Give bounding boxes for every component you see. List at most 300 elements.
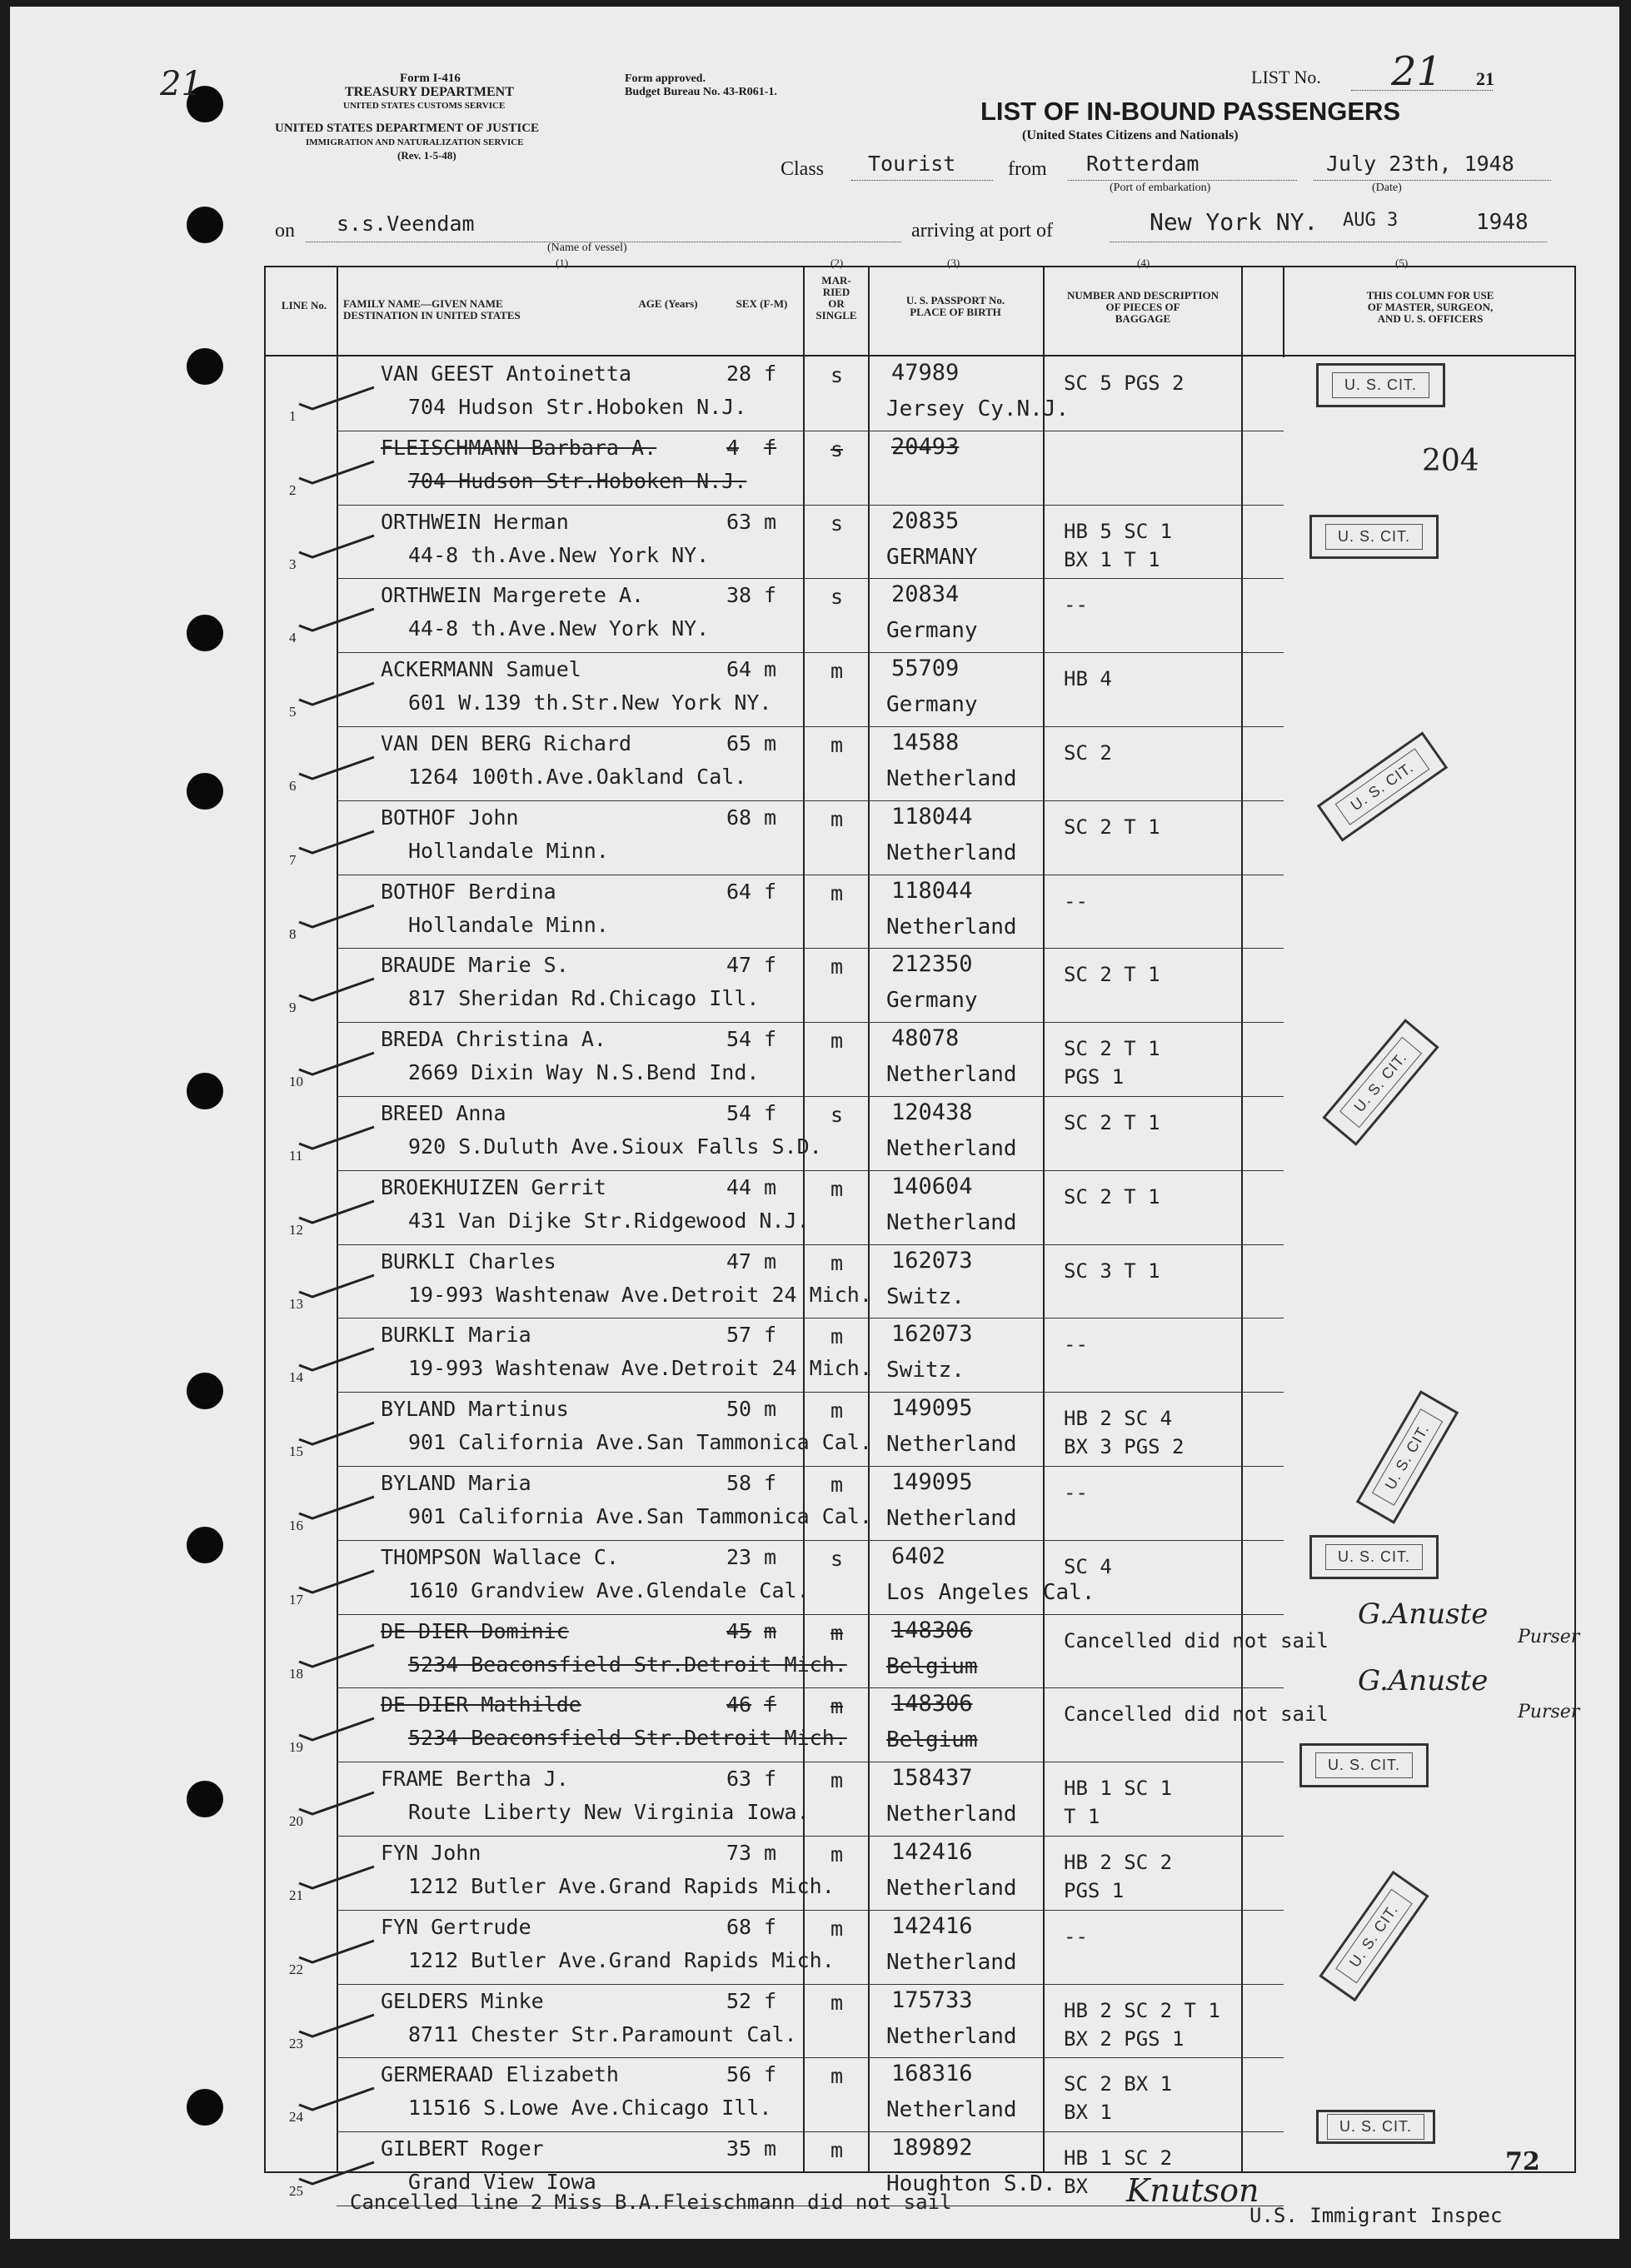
passenger-name: BROEKHUIZEN Gerrit [381, 1174, 606, 1199]
destination-address: 5234 Beaconsfield Str.Detroit Mich. [408, 1726, 847, 1751]
baggage-description-extra: PGS 1 [1064, 1065, 1125, 1089]
class-label: Class [781, 158, 825, 180]
baggage-description: -- [1064, 1924, 1088, 1948]
line-number: 12 [289, 1221, 303, 1238]
baggage-description: SC 2 BX 1 [1064, 2072, 1173, 2096]
baggage-description: HB 1 SC 2 [1064, 2146, 1173, 2171]
passenger-sex: m [764, 1544, 777, 1569]
place-of-birth: Houghton S.D. [886, 2171, 1056, 2197]
arrival-stamp: AUG 3 [1343, 210, 1399, 231]
passenger-marital-status: m [830, 1694, 844, 1719]
passenger-age: 68 [726, 1914, 752, 1939]
destination-address: Route Liberty New Virginia Iowa. [408, 1800, 810, 1825]
passport-number: 20834 [891, 581, 960, 608]
baggage-description: HB 2 SC 2 [1064, 1851, 1173, 1874]
check-mark-icon [297, 755, 377, 780]
passenger-marital-status: m [830, 1473, 844, 1497]
passenger-marital-status: m [830, 1176, 844, 1201]
vessel-caption: (Name of vessel) [547, 242, 627, 254]
passenger-marital-status: s [830, 585, 844, 610]
passenger-age: 38 [726, 583, 752, 608]
place-of-birth: Germany [886, 618, 978, 644]
destination-address: 1212 Butler Ave.Grand Rapids Mich. [408, 1874, 835, 1898]
passenger-name: DE DIER Dominic [381, 1618, 569, 1643]
departure-date: July 23th, 1948 [1326, 152, 1514, 176]
baggage-description: Cancelled did not sail [1064, 1702, 1329, 1727]
passenger-sex: m [764, 2136, 777, 2161]
colnum-5: (5) [1395, 257, 1409, 269]
baggage-description-extra: BX 1 [1064, 2101, 1112, 2125]
passenger-name: THOMPSON Wallace C. [381, 1544, 619, 1569]
punch-hole [187, 1073, 223, 1109]
destination-address: Grand View Iowa [408, 2170, 596, 2195]
passenger-marital-status: m [830, 2064, 844, 2089]
destination-address: 2669 Dixin Way N.S.Bend Ind. [408, 1060, 760, 1085]
baggage-description: SC 2 T 1 [1064, 1111, 1160, 1134]
destination-address: 44-8 th.Ave.New York NY. [408, 616, 710, 641]
colnum-3: (3) [947, 257, 960, 269]
baggage-description-extra: BX 3 PGS 2 [1064, 1435, 1185, 1459]
place-of-birth: Netherland [886, 1136, 1017, 1161]
place-of-birth: Netherland [886, 2023, 1017, 2049]
col-header-passport: U. S. PASSPORT No. PLACE OF BIRTH [905, 294, 1005, 318]
list-no-typed: 21 [1476, 68, 1494, 89]
punch-hole [187, 615, 223, 651]
place-of-birth: Netherland [886, 2097, 1017, 2123]
passport-number: 6402 [891, 1543, 946, 1569]
baggage-description: SC 5 PGS 2 [1064, 371, 1185, 395]
baggage-description-extra: BX 2 PGS 1 [1064, 2026, 1185, 2051]
passenger-age: 52 [726, 1988, 752, 2013]
customs-service: UNITED STATES CUSTOMS SERVICE [343, 101, 506, 111]
check-mark-icon [297, 1717, 377, 1742]
passport-number: 14588 [891, 730, 960, 755]
list-no-handwritten: 21 [1391, 48, 1443, 95]
line-number: 15 [289, 1443, 303, 1460]
passenger-sex: f [764, 1101, 777, 1125]
passport-number: 175733 [891, 1986, 973, 2013]
passenger-name: FRAME Bertha J. [381, 1767, 569, 1792]
place-of-birth: Netherland [886, 1802, 1017, 1827]
passenger-marital-status: m [830, 733, 844, 757]
passenger-marital-status: m [830, 1916, 844, 1941]
from-label: from [1008, 158, 1047, 180]
passenger-age: 44 [726, 1174, 752, 1199]
baggage-description: HB 4 [1064, 667, 1112, 691]
passenger-marital-status: m [830, 1250, 844, 1275]
check-mark-icon [297, 1865, 377, 1890]
check-mark-icon [297, 386, 377, 411]
baggage-description: -- [1064, 1333, 1088, 1357]
check-mark-icon [297, 2161, 377, 2186]
passport-number: 20493 [891, 433, 960, 460]
passenger-sex: f [764, 1027, 777, 1052]
footer-cancel-note: Cancelled line 2 Miss B.A.Fleischmann did not sail [350, 2191, 952, 2214]
form-approved: Form approved. [625, 72, 706, 85]
destination-address: 704 Hudson Str.Hoboken N.J. [408, 395, 747, 419]
destination-address: Hollandale Minn. [408, 912, 609, 937]
check-mark-icon [297, 1274, 377, 1298]
place-of-birth: Netherland [886, 1949, 1017, 1975]
passport-number: 47989 [891, 360, 960, 386]
passport-number: 162073 [891, 1321, 973, 1348]
passport-number: 168316 [891, 2061, 973, 2087]
passenger-sex: m [764, 1618, 777, 1643]
passenger-name: DE DIER Mathilde [381, 1692, 581, 1717]
passenger-marital-status: m [830, 806, 844, 831]
us-cit-stamp: U. S. CIT. [1299, 1743, 1429, 1787]
place-of-birth: Netherland [886, 1209, 1017, 1235]
destination-address: 901 California Ave.San Tammonica Cal. [408, 1430, 872, 1455]
check-mark-icon [297, 1347, 377, 1372]
place-of-birth: Belgium [886, 1727, 978, 1753]
check-mark-icon [297, 1643, 377, 1668]
passport-number: 149095 [891, 1395, 973, 1422]
passport-number: 148306 [891, 1691, 973, 1717]
us-cit-stamp: U. S. CIT. [1319, 1871, 1429, 2001]
passenger-name: ORTHWEIN Margerete A. [381, 583, 645, 608]
place-of-birth: Los Angeles Cal. [886, 1579, 1095, 1605]
passenger-name: BREDA Christina A. [381, 1027, 606, 1052]
passport-number: 118044 [891, 803, 973, 830]
passenger-name: GELDERS Minke [381, 1988, 544, 2013]
passenger-name: ACKERMANN Samuel [381, 657, 581, 682]
us-cit-stamp: U. S. CIT. [1322, 1019, 1439, 1146]
inspector-signature: Knutson [1126, 2172, 1259, 2209]
passenger-age: 47 [726, 953, 752, 978]
check-mark-icon [297, 2013, 377, 2038]
passport-number: 142416 [891, 1839, 973, 1865]
colnum-1: (1) [556, 257, 569, 269]
check-mark-icon [297, 904, 377, 929]
us-cit-stamp: U. S. CIT. [1317, 731, 1448, 841]
list-no-label: LIST No. [1251, 67, 1321, 87]
passenger-sex: f [764, 435, 777, 460]
passenger-marital-status: m [830, 1842, 844, 1867]
destination-address: 19-993 Washtenaw Ave.Detroit 24 Mich. [408, 1282, 872, 1307]
passenger-sex: f [764, 1323, 777, 1348]
line-number: 20 [289, 1813, 303, 1830]
baggage-description: HB 2 SC 2 T 1 [1064, 1998, 1220, 2022]
passenger-marital-status: m [830, 955, 844, 979]
passenger-name: FYN Gertrude [381, 1914, 531, 1939]
baggage-description: HB 1 SC 1 [1064, 1777, 1173, 1801]
arriving-label: arriving at port of [911, 220, 1053, 242]
passenger-name: BRAUDE Marie S. [381, 953, 569, 978]
immigration-service: IMMIGRATION AND NATURALIZATION SERVICE [306, 137, 524, 147]
check-mark-icon [297, 534, 377, 559]
punch-hole [187, 1527, 223, 1563]
col-header-married: MAR- RIED OR SINGLE [816, 274, 857, 322]
passenger-age: 64 [726, 657, 752, 682]
us-cit-stamp: U. S. CIT. [1316, 2110, 1435, 2144]
check-mark-icon [297, 681, 377, 706]
passenger-marital-status: m [830, 1029, 844, 1054]
passenger-age: 63 [726, 1767, 752, 1792]
baggage-description-extra: PGS 1 [1064, 1879, 1125, 1902]
col-header-baggage: NUMBER AND DESCRIPTION OF PIECES OF BAGGAGE [1066, 289, 1220, 325]
passenger-marital-status: m [830, 880, 844, 905]
destination-address: 704 Hudson Str.Hoboken N.J. [408, 468, 747, 493]
passport-number: 212350 [891, 951, 973, 978]
baggage-description: SC 2 T 1 [1064, 1184, 1160, 1209]
us-cit-stamp: U. S. CIT. [1309, 515, 1439, 559]
officer-signature-note: Purser [1518, 1627, 1580, 1647]
line-number: 1 [289, 408, 297, 424]
baggage-description: SC 2 [1064, 741, 1112, 765]
budget-bureau: Budget Bureau No. 43-R061-1. [625, 86, 777, 98]
passenger-age: 65 [726, 731, 752, 755]
line-number: 19 [289, 1739, 303, 1756]
passenger-age: 68 [726, 805, 752, 830]
destination-address: Hollandale Minn. [408, 838, 609, 863]
check-mark-icon [297, 1051, 377, 1076]
baggage-description: Cancelled did not sail [1064, 1628, 1329, 1652]
page-title: LIST OF IN-BOUND PASSENGERS [980, 97, 1401, 126]
justice-dept: UNITED STATES DEPARTMENT OF JUSTICE [275, 122, 540, 135]
line-number: 4 [289, 630, 297, 646]
handwritten-count: 204 [1422, 444, 1479, 478]
passenger-age: 50 [726, 1397, 752, 1422]
passenger-name: BREED Anna [381, 1101, 506, 1125]
destination-address: 431 Van Dijke Str.Ridgewood N.J. [408, 1208, 810, 1233]
baggage-description: -- [1064, 593, 1088, 617]
baggage-description-extra: T 1 [1064, 1805, 1100, 1829]
passenger-marital-status: s [830, 1103, 844, 1127]
passport-number: 189892 [891, 2135, 973, 2161]
check-mark-icon [297, 830, 377, 855]
line-number: 25 [289, 2183, 303, 2200]
line-number: 24 [289, 2109, 303, 2126]
line-number: 3 [289, 556, 297, 572]
place-of-birth: Belgium [886, 1653, 978, 1679]
passenger-sex: f [764, 1767, 777, 1792]
destination-address: 11516 S.Lowe Ave.Chicago Ill. [408, 2096, 772, 2121]
destination-address: 19-993 Washtenaw Ave.Detroit 24 Mich. [408, 1356, 872, 1381]
baggage-description: SC 2 T 1 [1064, 963, 1160, 987]
line-number: 18 [289, 1665, 303, 1682]
passenger-sex: m [764, 805, 777, 830]
arrival-port: New York NY. [1150, 208, 1319, 236]
destination-address: 1212 Butler Ave.Grand Rapids Mich. [408, 1947, 835, 1972]
destination-address: 901 California Ave.San Tammonica Cal. [408, 1504, 872, 1528]
passenger-name: BOTHOF John [381, 805, 519, 830]
passport-number: 55709 [891, 655, 960, 682]
line-number: 7 [289, 851, 297, 868]
passenger-sex: f [764, 1914, 777, 1939]
line-number: 6 [289, 778, 297, 794]
passenger-marital-status: m [830, 1768, 844, 1793]
class-value: Tourist [868, 152, 956, 176]
col-header-age: AGE (Years) [638, 297, 698, 310]
baggage-description: SC 4 [1064, 1554, 1112, 1578]
passport-number: 162073 [891, 1247, 973, 1274]
col-header-officers: THIS COLUMN FOR USE OF MASTER, SURGEON, AND U. S. OFFICERS [1366, 289, 1494, 325]
date-caption: (Date) [1372, 182, 1402, 194]
inspector-title: U.S. Immigrant Inspec [1249, 2204, 1503, 2227]
passport-number: 158437 [891, 1765, 973, 1792]
passenger-age: 73 [726, 1841, 752, 1865]
passenger-sex: f [764, 1692, 777, 1717]
treasury-dept: TREASURY DEPARTMENT [345, 85, 514, 99]
check-mark-icon [297, 1495, 377, 1520]
place-of-birth: Netherland [886, 914, 1017, 940]
passenger-name: VAN DEN BERG Richard [381, 731, 632, 755]
passenger-age: 63 [726, 509, 752, 534]
passenger-age: 23 [726, 1544, 752, 1569]
form-revision: (Rev. 1-5-48) [397, 149, 456, 162]
place-of-birth: GERMANY [886, 544, 978, 570]
manifest-page [10, 7, 1619, 2239]
place-of-birth: Netherland [886, 1506, 1017, 1531]
check-mark-icon [297, 1125, 377, 1150]
check-mark-icon [297, 460, 377, 485]
line-number: 22 [289, 1961, 303, 1977]
line-number: 23 [289, 2035, 303, 2051]
baggage-description: SC 2 T 1 [1064, 815, 1160, 839]
passenger-sex: f [764, 879, 777, 904]
passenger-sex: m [764, 1397, 777, 1422]
passenger-marital-status: m [830, 1990, 844, 2015]
punch-hole [187, 207, 223, 243]
punch-hole [187, 2089, 223, 2126]
line-number: 8 [289, 925, 297, 942]
col-header-name: FAMILY NAME—GIVEN NAME DESTINATION IN UNITED STATES [343, 297, 521, 322]
passenger-marital-status: s [830, 511, 844, 536]
passenger-age: 46 [726, 1692, 752, 1717]
passenger-marital-status: m [830, 1620, 844, 1645]
destination-address: 817 Sheridan Rd.Chicago Ill. [408, 986, 760, 1011]
passenger-name: BOTHOF Berdina [381, 879, 556, 904]
place-of-birth: Switz. [886, 1358, 965, 1383]
passenger-sex: m [764, 1249, 777, 1274]
passenger-age: 4 [726, 435, 740, 460]
passenger-sex: f [764, 1471, 777, 1495]
col-header-line-no: LINE No. [281, 299, 327, 312]
destination-address: 8711 Chester Str.Paramount Cal. [408, 2021, 797, 2046]
passport-number: 149095 [891, 1469, 973, 1495]
port-caption: (Port of embarkation) [1110, 182, 1211, 194]
passport-number: 20835 [891, 507, 960, 534]
passenger-sex: m [764, 731, 777, 755]
vessel-name: s.s.Veendam [337, 212, 475, 236]
handwritten-corner-number: 72 [1505, 2147, 1540, 2176]
passenger-age: 58 [726, 1471, 752, 1495]
passenger-age: 28 [726, 361, 752, 386]
passenger-marital-status: m [830, 2138, 844, 2163]
destination-address: 1264 100th.Ave.Oakland Cal. [408, 765, 747, 789]
place-of-birth: Netherland [886, 1432, 1017, 1458]
destination-address: 5234 Beaconsfield Str.Detroit Mich. [408, 1652, 847, 1677]
line-number: 5 [289, 704, 297, 720]
passenger-marital-status: m [830, 1398, 844, 1423]
destination-address: 44-8 th.Ave.New York NY. [408, 542, 710, 567]
check-mark-icon [297, 1791, 377, 1816]
destination-address: 920 S.Duluth Ave.Sioux Falls S.D. [408, 1134, 822, 1159]
line-number: 11 [289, 1148, 303, 1164]
passenger-age: 64 [726, 879, 752, 904]
passenger-age: 47 [726, 1249, 752, 1274]
us-cit-stamp: U. S. CIT. [1356, 1390, 1459, 1524]
passenger-sex: m [764, 1841, 777, 1865]
baggage-description-extra: BX 1 T 1 [1064, 547, 1160, 571]
colnum-4: (4) [1137, 257, 1150, 269]
baggage-description: HB 2 SC 4 [1064, 1407, 1173, 1431]
baggage-description: HB 5 SC 1 [1064, 519, 1173, 543]
passenger-age: 54 [726, 1101, 752, 1125]
passenger-age: 57 [726, 1323, 752, 1348]
officer-signature: G.Anuste [1358, 1664, 1489, 1697]
passenger-sex: m [764, 509, 777, 534]
line-number: 14 [289, 1369, 303, 1386]
passport-number: 120438 [891, 1099, 973, 1125]
destination-address: 1610 Grandview Ave.Glendale Cal. [408, 1578, 810, 1603]
passenger-name: BURKLI Maria [381, 1323, 531, 1348]
passport-number: 118044 [891, 877, 973, 904]
passenger-sex: f [764, 1988, 777, 2013]
check-mark-icon [297, 1939, 377, 1964]
passenger-sex: m [764, 1174, 777, 1199]
line-number: 2 [289, 481, 297, 498]
passenger-age: 35 [726, 2136, 752, 2161]
line-number: 17 [289, 1591, 303, 1608]
place-of-birth: Netherland [886, 1876, 1017, 1901]
punch-hole [187, 348, 223, 385]
passenger-age: 45 [726, 1618, 752, 1643]
port-of-embarkation: Rotterdam [1086, 152, 1200, 176]
place-of-birth: Germany [886, 692, 978, 718]
page-subtitle: (United States Citizens and Nationals) [1022, 128, 1239, 142]
form-number: Form I-416 [400, 72, 461, 85]
colnum-2: (2) [830, 257, 844, 269]
baggage-description: SC 3 T 1 [1064, 1259, 1160, 1283]
passport-number: 140604 [891, 1173, 973, 1199]
passenger-sex: m [764, 657, 777, 682]
passenger-name: ORTHWEIN Herman [381, 509, 569, 534]
baggage-description: -- [1064, 889, 1088, 913]
baggage-description-extra: BX [1064, 2175, 1088, 2199]
line-number: 21 [289, 1887, 303, 1903]
passenger-marital-status: s [830, 1546, 844, 1571]
passenger-name: FYN John [381, 1841, 481, 1865]
passenger-marital-status: s [830, 363, 844, 387]
arrival-year: 1948 [1476, 210, 1529, 235]
baggage-description: SC 2 T 1 [1064, 1037, 1160, 1061]
line-number: 9 [289, 999, 297, 1016]
line-number: 16 [289, 1518, 303, 1533]
officer-signature-note: Purser [1518, 1702, 1580, 1722]
passenger-sex: f [764, 953, 777, 978]
passenger-name: VAN GEEST Antoinetta [381, 361, 632, 386]
passenger-sex: f [764, 583, 777, 608]
passenger-name: BYLAND Maria [381, 1471, 531, 1495]
place-of-birth: Netherland [886, 1062, 1017, 1088]
passenger-name: GILBERT Roger [381, 2136, 544, 2161]
passenger-age: 54 [726, 1027, 752, 1052]
check-mark-icon [297, 607, 377, 632]
punch-hole [187, 773, 223, 810]
line-number: 13 [289, 1295, 303, 1312]
passenger-sex: f [764, 361, 777, 386]
passenger-name: FLEISCHMANN Barbara A. [381, 435, 657, 460]
officer-signature: G.Anuste [1358, 1598, 1489, 1631]
passenger-name: BYLAND Martinus [381, 1397, 569, 1422]
check-mark-icon [297, 1569, 377, 1594]
passenger-age: 56 [726, 2062, 752, 2087]
destination-address: 601 W.139 th.Str.New York NY. [408, 690, 772, 715]
baggage-description: -- [1064, 1481, 1088, 1504]
passenger-marital-status: m [830, 1324, 844, 1349]
